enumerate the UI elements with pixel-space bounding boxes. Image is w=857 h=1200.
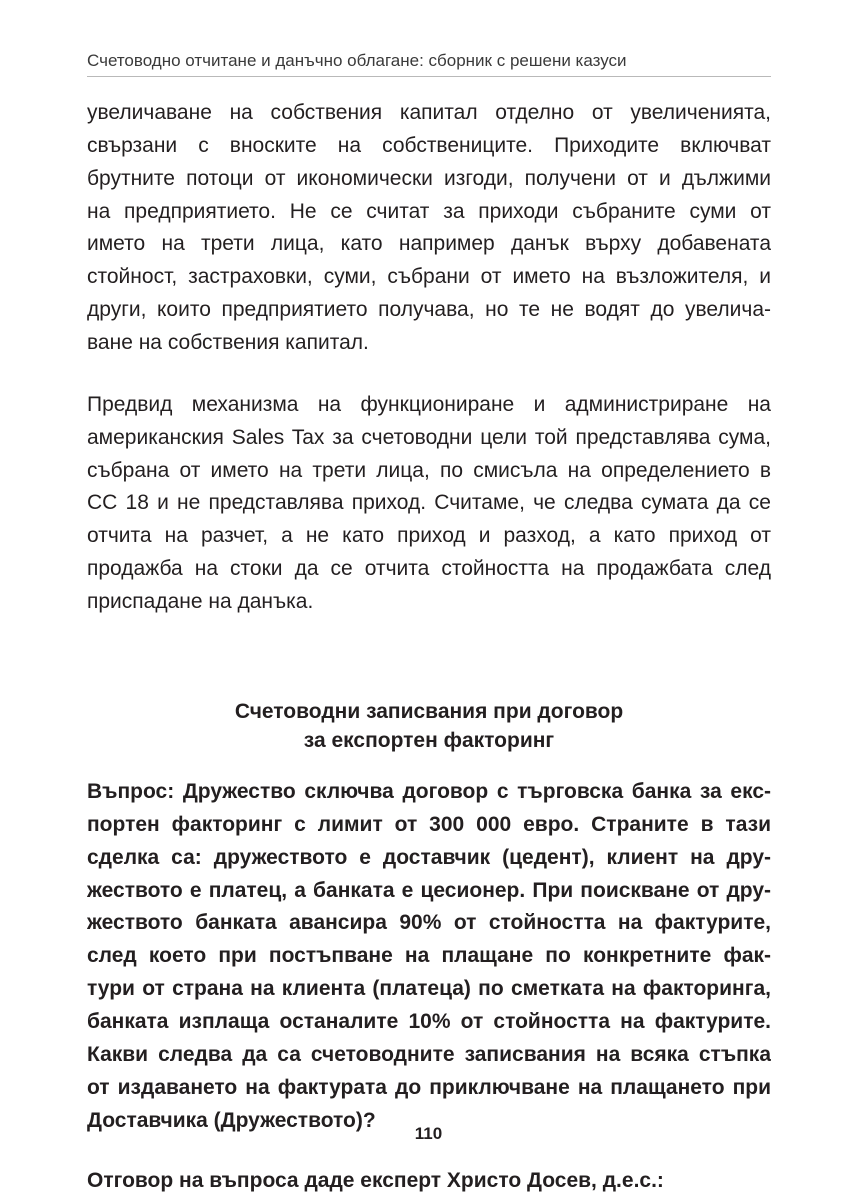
text-line: Доставчика (Дружеството)? bbox=[87, 1109, 376, 1132]
text-line: продажба на стоки да се отчита стойността на продажбата след bbox=[87, 557, 771, 580]
text-line: от издаването на фактурата до приключване на плащането при bbox=[87, 1076, 771, 1099]
text-line: след което при постъпване на плащане по конкретните фак- bbox=[87, 944, 771, 967]
answer-intro: Отговор на въпроса даде експерт Христо Досев, д.е.с.: bbox=[87, 1169, 664, 1192]
text-line: портен факторинг с лимит от 300 000 евро. Страните в тази bbox=[87, 813, 771, 836]
text-line: ване на собствения капитал. bbox=[87, 331, 369, 354]
text-line: банката изплаща останалите 10% от стойността на фактурите. bbox=[87, 1010, 771, 1033]
text-line: СС 18 и не представлява приход. Считаме, че следва сумата да се bbox=[87, 491, 771, 514]
text-line: увеличаване на собствения капитал отделно от увеличенията, bbox=[87, 101, 771, 124]
text-line: събрана от името на трети лица, по смисъла на определението в bbox=[87, 459, 771, 482]
text-line: американския Sales Tax за счетоводни цели той представлява сума, bbox=[87, 426, 771, 449]
text-line: Предвид механизма на функциониране и администриране на bbox=[87, 393, 771, 416]
heading-line: за експортен факторинг bbox=[303, 729, 555, 752]
text-line: сделка са: дружеството е доставчик (цедент), клиент на дру- bbox=[87, 846, 771, 869]
text-line: свързани с вноските на собствениците. Приходите включват bbox=[87, 134, 771, 157]
text-line: приспадане на данъка. bbox=[87, 590, 314, 613]
text-line: жеството банката авансира 90% от стойността на фактурите, bbox=[87, 911, 771, 934]
heading-line: Счетоводни записвания при договор bbox=[234, 700, 624, 723]
text-line: името на трети лица, като например данък върху добавената bbox=[87, 232, 771, 255]
page-number: 110 bbox=[414, 1124, 443, 1143]
header-divider bbox=[87, 76, 771, 77]
text-line: жеството е платец, а банката е цесионер. При поискване от дру- bbox=[87, 879, 771, 902]
running-header: Счетоводно отчитане и данъчно облагане: сборник с решени казуси bbox=[87, 51, 627, 70]
text-line: отчита на разчет, а не като приход и разход, а като приход от bbox=[87, 524, 771, 547]
text-line: тури от страна на клиента (платеца) по сметката на факторинга, bbox=[87, 977, 771, 1000]
text-line: на предприятието. Не се считат за приходи събраните суми от bbox=[87, 200, 771, 223]
text-line: брутните потоци от икономически изгоди, получени от и дължими bbox=[87, 167, 771, 190]
text-line: Какви следва да са счетоводните записвания на всяка стъпка bbox=[87, 1043, 771, 1066]
text-line: Въпрос: Дружество сключва договор с търговска банка за екс- bbox=[87, 780, 771, 803]
text-line: стойност, застраховки, суми, събрани от името на възложителя, и bbox=[87, 265, 771, 288]
text-line: други, които предприятието получава, но те не водят до увелича- bbox=[87, 298, 771, 321]
